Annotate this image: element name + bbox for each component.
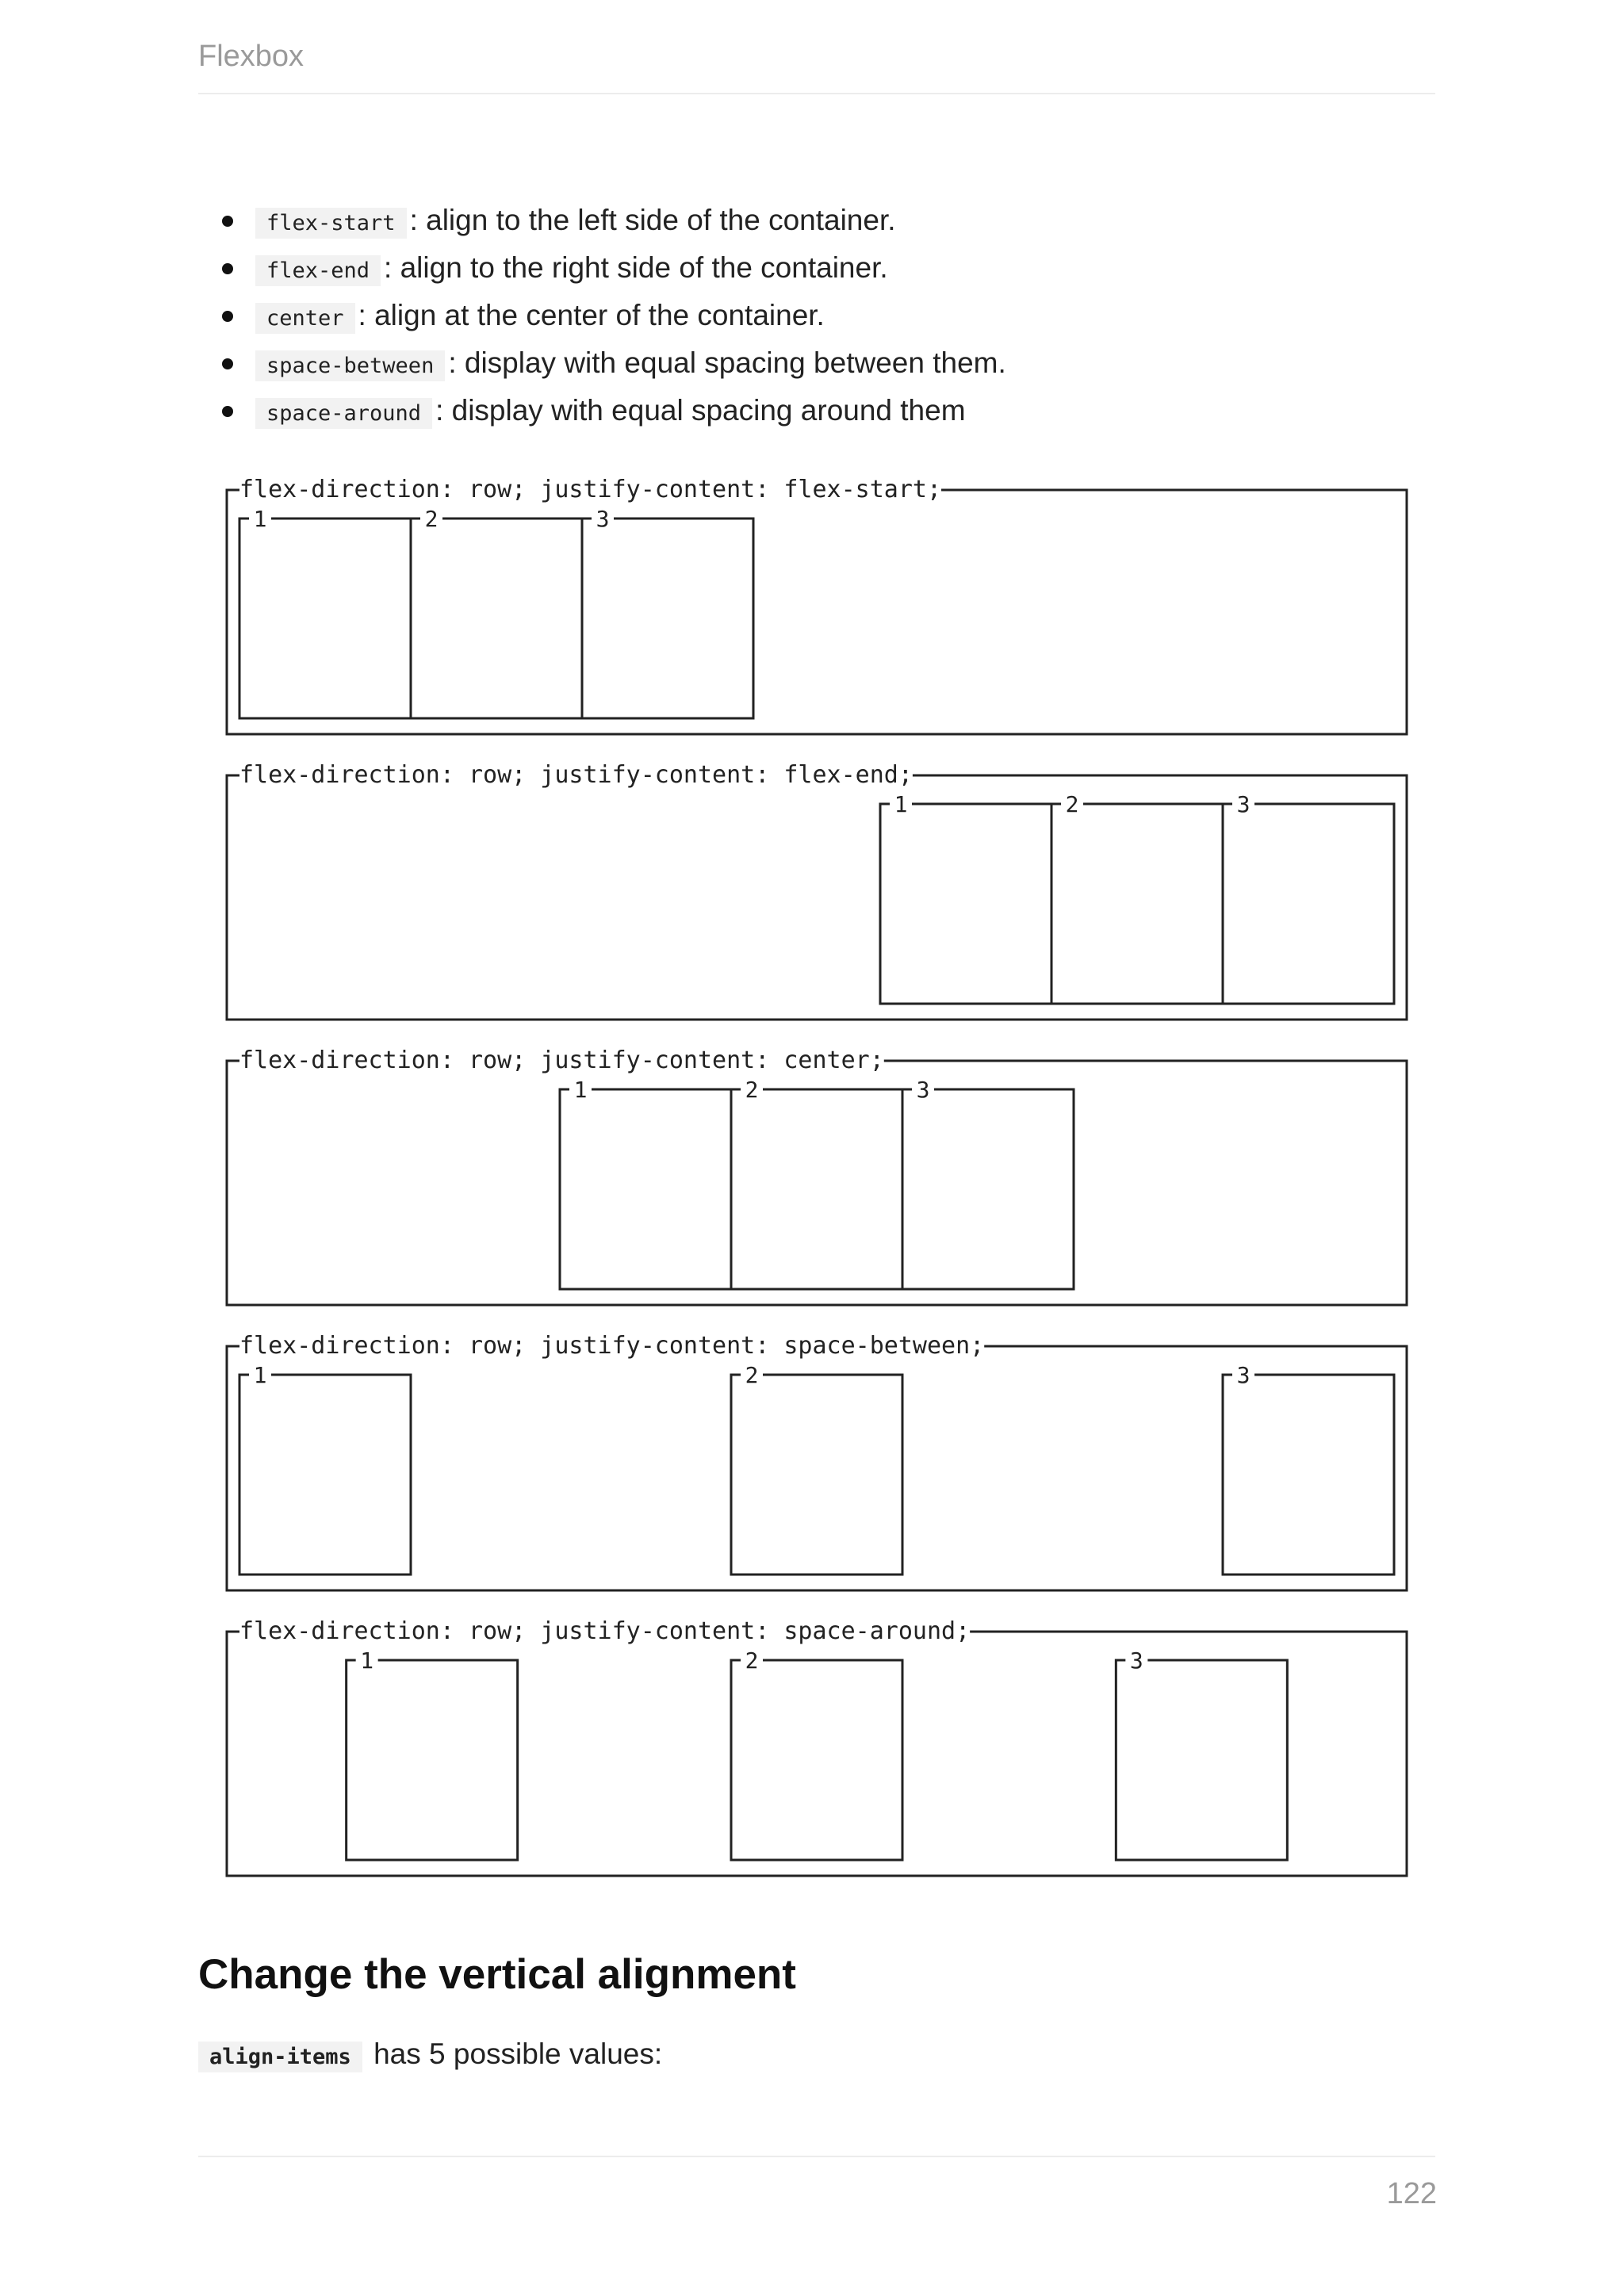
container-border xyxy=(227,775,1407,1020)
flex-item-box xyxy=(560,1089,731,1289)
bullet-icon xyxy=(222,216,233,227)
diagram-center-svg xyxy=(222,1048,1411,1310)
flex-item-box xyxy=(239,519,411,718)
flex-item-label: 1 xyxy=(573,1077,588,1103)
bullet-icon xyxy=(222,358,233,369)
diagram-caption: flex-direction: row; justify-content: flex-end; xyxy=(239,763,913,789)
diagram-flex-end xyxy=(222,763,1411,1024)
bullet-text: : display with equal spacing around them xyxy=(435,394,966,427)
flex-item-label: 1 xyxy=(360,1647,374,1674)
flex-item-label: 1 xyxy=(894,791,908,817)
header-divider xyxy=(198,93,1435,94)
diagram-space-around-svg xyxy=(222,1619,1411,1881)
list-item xyxy=(198,197,1006,244)
flex-item-label: 3 xyxy=(916,1077,930,1103)
code-align-items: align-items xyxy=(198,2042,362,2072)
flex-item-label: 1 xyxy=(253,506,267,532)
flex-item-label: 3 xyxy=(1129,1647,1143,1674)
list-item xyxy=(198,292,1006,339)
flex-item-box xyxy=(411,519,582,718)
bullet-icon xyxy=(222,406,233,417)
bullet-icon xyxy=(222,263,233,274)
diagram-caption: flex-direction: row; justify-content: space-between; xyxy=(239,1334,985,1360)
bullet-text: : display with equal spacing between them. xyxy=(448,346,1006,379)
flex-item-box xyxy=(1223,1375,1394,1575)
diagram-space-around xyxy=(222,1619,1411,1881)
flex-item-box xyxy=(1223,804,1394,1004)
bullet-text: : align to the left side of the container. xyxy=(409,204,896,236)
diagram-flex-start-svg xyxy=(222,477,1411,739)
flex-item-label: 1 xyxy=(253,1362,267,1388)
flex-item-box xyxy=(731,1089,902,1289)
flex-item-label: 2 xyxy=(1065,791,1079,817)
code-flex-end: flex-end xyxy=(255,255,381,286)
justify-content-values-list xyxy=(198,197,1006,434)
diagram-caption: flex-direction: row; justify-content: space-around; xyxy=(239,1619,971,1645)
list-item xyxy=(198,244,1006,292)
flex-item-box xyxy=(880,804,1051,1004)
code-flex-start: flex-start xyxy=(255,208,407,239)
list-item xyxy=(198,339,1006,387)
paragraph-text: has 5 possible values: xyxy=(373,2038,663,2070)
align-items-paragraph xyxy=(198,2038,662,2071)
diagram-caption: flex-direction: row; justify-content: flex-start; xyxy=(239,477,942,503)
diagram-space-between-svg xyxy=(222,1334,1411,1595)
running-header: Flexbox xyxy=(198,40,304,73)
flex-item-label: 2 xyxy=(745,1077,759,1103)
flex-item-box xyxy=(239,1375,411,1575)
code-space-around: space-around xyxy=(255,398,432,429)
flex-item-box xyxy=(1051,804,1223,1004)
container-border xyxy=(227,490,1407,734)
flex-item-box xyxy=(1116,1660,1287,1860)
flex-item-box xyxy=(731,1660,902,1860)
container-border xyxy=(227,1061,1407,1305)
flex-item-label: 2 xyxy=(745,1362,759,1388)
diagram-caption: flex-direction: row; justify-content: center; xyxy=(239,1048,884,1074)
list-item xyxy=(198,387,1006,434)
bullet-icon xyxy=(222,311,233,322)
footer-divider xyxy=(198,2156,1435,2157)
code-center: center xyxy=(255,303,355,334)
bullet-text: : align to the right side of the container. xyxy=(384,251,888,284)
flex-item-label: 3 xyxy=(1236,791,1251,817)
diagram-space-between xyxy=(222,1334,1411,1595)
flex-item-box xyxy=(731,1375,902,1575)
flex-item-box xyxy=(582,519,753,718)
flex-item-label: 2 xyxy=(745,1647,759,1674)
section-heading: Change the vertical alignment xyxy=(198,1951,796,1998)
flex-item-box xyxy=(902,1089,1074,1289)
container-border xyxy=(227,1632,1407,1876)
flex-item-label: 3 xyxy=(596,506,610,532)
flex-item-box xyxy=(347,1660,518,1860)
diagram-center xyxy=(222,1048,1411,1310)
diagram-flex-start xyxy=(222,477,1411,739)
bullet-text: : align at the center of the container. xyxy=(358,299,825,331)
code-space-between: space-between xyxy=(255,350,445,381)
container-border xyxy=(227,1346,1407,1590)
diagram-flex-end-svg xyxy=(222,763,1411,1024)
flex-item-label: 3 xyxy=(1236,1362,1251,1388)
page-number: 122 xyxy=(1386,2177,1437,2210)
flex-item-label: 2 xyxy=(424,506,439,532)
